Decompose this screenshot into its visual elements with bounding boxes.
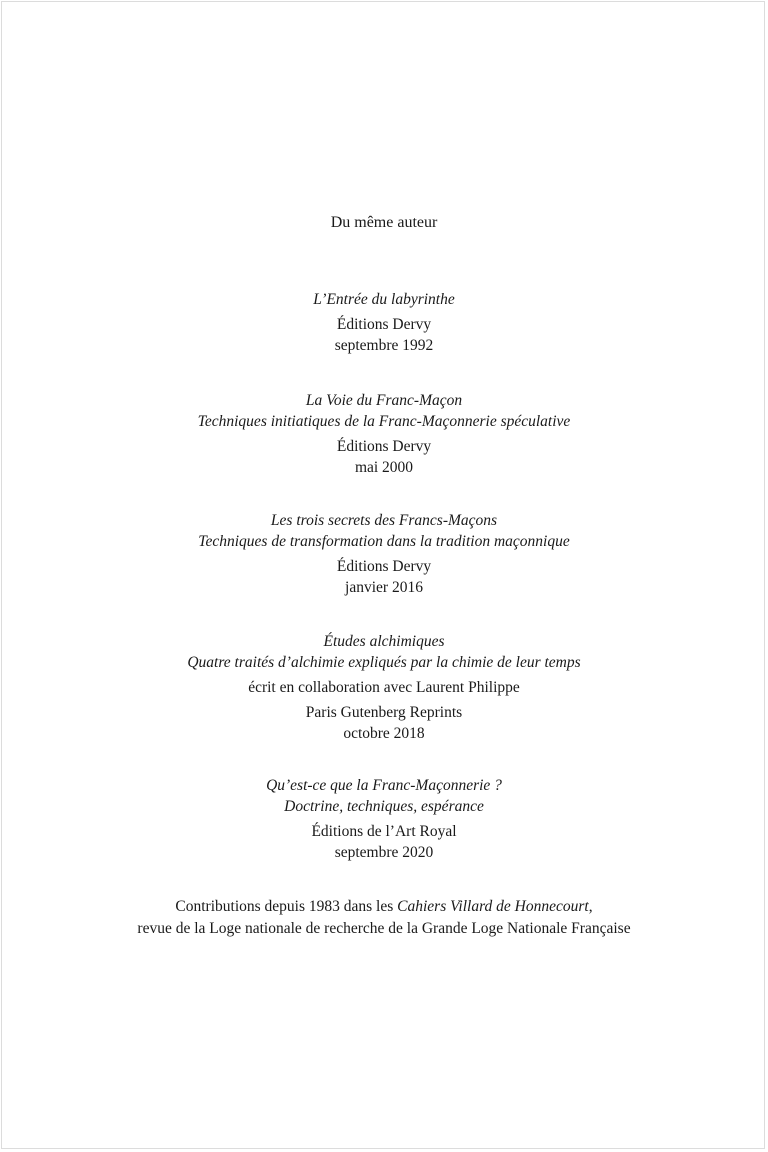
book-publisher: Éditions de l’Art Royal bbox=[311, 823, 457, 840]
book-entry-2 bbox=[0, 390, 768, 478]
book-publisher: Éditions Dervy bbox=[336, 316, 432, 333]
contributions-prefix: Contributions depuis 1983 dans les bbox=[175, 898, 398, 915]
book-subtitle: Techniques initiatiques de la Franc-Maçonnerie spéculative bbox=[197, 413, 571, 430]
contributions-line-1 bbox=[0, 896, 768, 918]
journal-title: Cahiers Villard de Honnecourt bbox=[397, 898, 589, 915]
book-note: écrit en collaboration avec Laurent Philippe bbox=[248, 679, 520, 696]
book-entry-1 bbox=[0, 289, 768, 356]
book-publisher: Éditions Dervy bbox=[336, 438, 432, 455]
book-date: septembre 2020 bbox=[334, 844, 434, 861]
book-publisher: Paris Gutenberg Reprints bbox=[305, 704, 463, 721]
book-entry-3 bbox=[0, 510, 768, 598]
book-date: octobre 2018 bbox=[343, 725, 425, 742]
contributions-line-2: revue de la Loge nationale de recherche de la Grande Loge Nationale Française bbox=[137, 920, 631, 937]
book-entry-4 bbox=[0, 631, 768, 744]
book-title: L’Entrée du labyrinthe bbox=[313, 291, 455, 308]
book-subtitle: Techniques de transformation dans la tradition maçonnique bbox=[198, 533, 570, 550]
book-date: janvier 2016 bbox=[345, 579, 423, 596]
book-title: Les trois secrets des Francs-Maçons bbox=[270, 512, 498, 529]
book-date: mai 2000 bbox=[354, 459, 414, 476]
contributions-suffix: , bbox=[588, 898, 593, 915]
book-date: septembre 1992 bbox=[334, 337, 434, 354]
book-subtitle: Doctrine, techniques, espérance bbox=[284, 798, 484, 815]
book-title: La Voie du Franc-Maçon bbox=[305, 392, 463, 409]
book-title: Études alchimiques bbox=[323, 633, 445, 650]
contributions-note bbox=[0, 896, 768, 940]
page-heading: Du même auteur bbox=[330, 214, 438, 231]
book-entry-5 bbox=[0, 775, 768, 863]
book-title: Qu’est-ce que la Franc-Maçonnerie ? bbox=[266, 777, 502, 794]
book-publisher: Éditions Dervy bbox=[336, 558, 432, 575]
book-subtitle: Quatre traités d’alchimie expliqués par la chimie de leur temps bbox=[187, 654, 581, 671]
